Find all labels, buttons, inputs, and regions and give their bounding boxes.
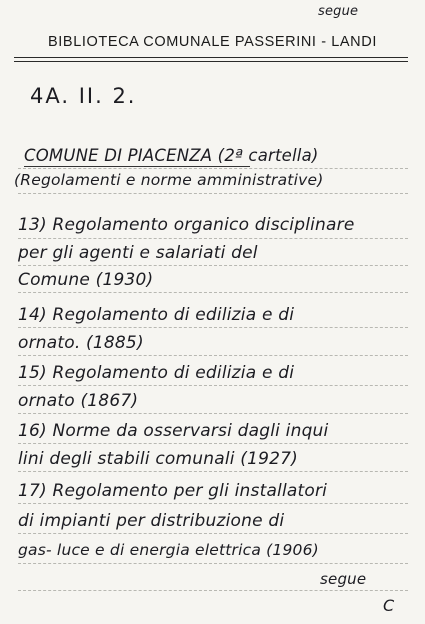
ruled-line (18, 265, 408, 266)
entry-line: ornato (1867) (18, 391, 139, 411)
continuation-note: segue (320, 570, 367, 588)
ruled-line (18, 443, 408, 444)
entry-line: ornato. (1885) (18, 333, 144, 353)
ruled-line (18, 385, 408, 386)
ruled-line (18, 413, 408, 414)
shelfmark: 4A. II. 2. (30, 84, 137, 108)
library-header: BIBLIOTECA COMUNALE PASSERINI - LANDI (48, 34, 377, 50)
entry-line: 17) Regolamento per gli installatori (18, 481, 328, 501)
ruled-line (18, 355, 408, 356)
card-subtitle: (Regolamenti e norme amministrative) (14, 171, 324, 189)
ruled-line (18, 563, 408, 564)
entry-line: Comune (1930) (18, 270, 154, 290)
ruled-line (18, 193, 408, 194)
entry-line: 15) Regolamento di edilizia e di (18, 363, 295, 383)
top-note: segue (318, 4, 359, 19)
card-title: COMUNE DI PIACENZA (2ª cartella) (24, 146, 319, 165)
entry-line: per gli agenti e salariati del (18, 243, 258, 263)
entry-line: 16) Norme da osservarsi dagli inqui (18, 421, 329, 441)
entry-line: 13) Regolamento organico disciplinare (18, 215, 355, 235)
ruled-line (18, 168, 408, 169)
ruled-line (18, 471, 408, 472)
header-rule-bottom (14, 61, 408, 62)
ruled-line (18, 533, 408, 534)
corner-mark: C (383, 596, 395, 615)
ruled-line (18, 238, 408, 239)
ruled-line (18, 327, 408, 328)
entry-line: lini degli stabili comunali (1927) (18, 449, 298, 469)
header-rule-top (14, 57, 408, 58)
ruled-line (18, 503, 408, 504)
entry-line: gas- luce e di energia elettrica (1906) (18, 541, 319, 559)
entry-line: di impianti per distribuzione di (18, 511, 285, 531)
entry-line: 14) Regolamento di edilizia e di (18, 305, 295, 325)
title-underline (24, 166, 250, 167)
ruled-line (18, 590, 408, 591)
ruled-line (18, 292, 408, 293)
